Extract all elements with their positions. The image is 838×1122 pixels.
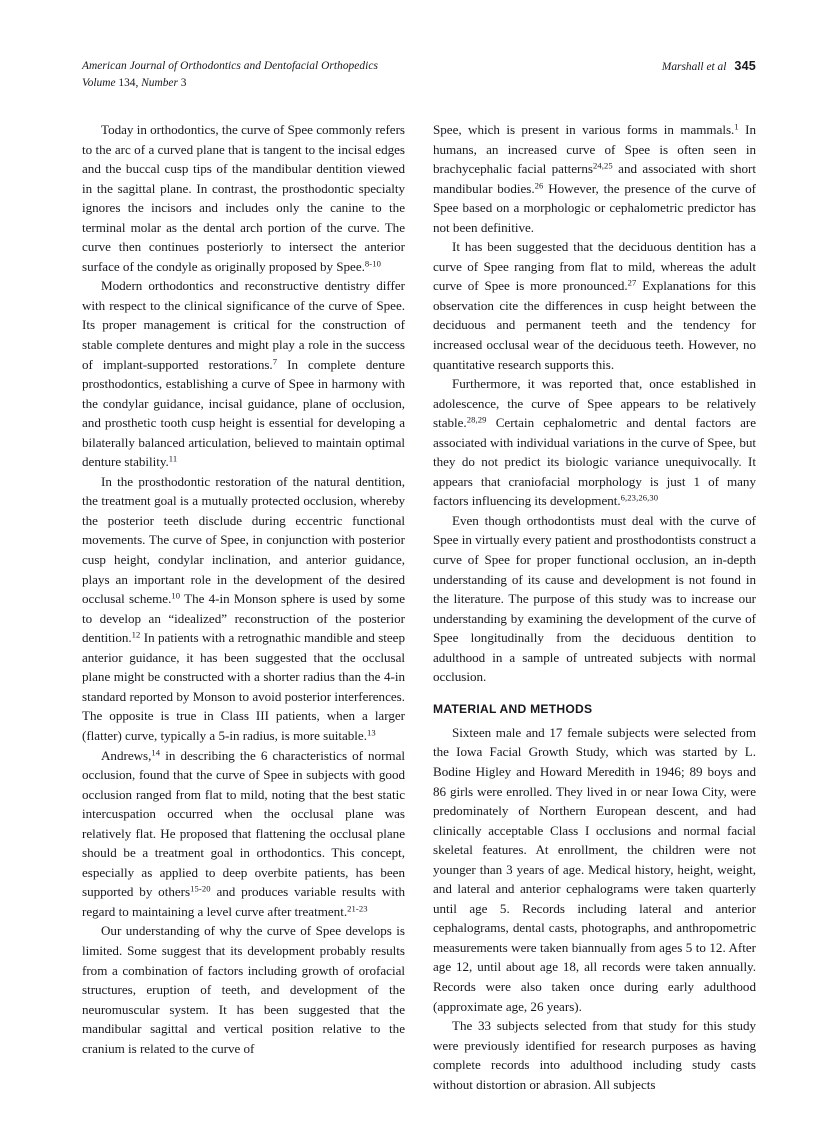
reference-superscript[interactable]: 12 <box>131 629 141 640</box>
reference-superscript[interactable]: 7 <box>272 356 278 367</box>
reference-superscript[interactable]: 8-10 <box>364 258 382 269</box>
reference-superscript[interactable]: 11 <box>168 453 178 464</box>
body-paragraph: Today in orthodontics, the curve of Spee commonly refers to the arc of a curved plane that is tangent to the incisal edges and the buccal cusp tips of the mandibular dentition viewed in the sagittal plane. In contrast, the prosthodontic specialty ignores the incisors and includes only the canine to the terminal molar as the dental arch portion of the curve. The curve then continues posteriorly to intersect the anterior surface of the condyle as originally proposed by Spee.$^{8-10}$ <box>82 122 405 274</box>
volume-number: 134, <box>118 76 139 89</box>
body-paragraph: The 33 subjects selected from that study for this study were previously identified for research purposes as having complete records into adulthood including study casts without distortion or abrasion. All subjects <box>433 1018 756 1092</box>
reference-superscript[interactable]: 24,25 <box>592 160 613 171</box>
journal-title: American Journal of Orthodontics and Dentofacial Orthopedics <box>82 60 378 72</box>
body-paragraph: Spee, which is present in various forms in mammals.$^1$ In humans, an increased curve of Spee is often seen in brachycephalic facial patterns$^{24,25}$ and associated with short mandibular bodies.$^{26}$ However, the presence of the curve of Spee based on a morphologic or cephalometric predictor has not been definitive. <box>433 121 756 235</box>
body-paragraph: Our understanding of why the curve of Spee develops is limited. Some suggest that its development probably results from a combination of factors including growth of orofacial structures, eruption of teeth, and development of the neuromuscular system. It has been suggested that the mandibular sagittal and vertical position relative to the cranium is related to the curve of <box>82 923 405 1056</box>
page-number: 345 <box>734 59 756 73</box>
body-paragraph: It has been suggested that the deciduous dentition has a curve of Spee ranging from flat to mild, whereas the adult curve of Spee is more pronounced.$^{27}$ Explanations for this observation cite the differences in cusp height between the deciduous and permanent teeth and the tendency for increased occlusal wear of the deciduous teeth. However, no quantitative research supports this. <box>433 239 756 372</box>
reference-superscript[interactable]: 27 <box>627 277 637 288</box>
body-paragraph: Sixteen male and 17 female subjects were selected from the Iowa Facial Growth Study, which was started by L. Bodine Higley and Howard Meredith in 1946; 89 boys and 86 girls were enrolled. They lived in or near Iowa City, were predominately of Northern European descent, and had clinically acceptable Class I occlusions and normal facial skeletal features. At enrollment, the children were not younger than 3 years of age. Medical history, height, weight, and lateral and anterior cephalograms were taken quarterly until age 5. Records including lateral and anterior cephalograms, dental casts, photographs, and anthropometric measurements were taken biannually from ages 5 to 12. After age 12, until about age 18, all records were taken annually. Records were also taken once during early adulthood (approximate age, 26 years). <box>433 724 756 1014</box>
reference-superscript[interactable]: 15-20 <box>190 883 211 894</box>
reference-superscript[interactable]: 14 <box>151 747 161 758</box>
number-label: Number <box>141 76 178 89</box>
body-paragraph: In the prosthodontic restoration of the natural dentition, the treatment goal is a mutually protected occlusion, whereby the posterior teeth disclude during eccentric functional movements. The curve of Spee, in conjunction with posterior cusp height, condylar inclination, and anterior guidance, plays an important role in the development of the desired occlusal scheme.$^{10}$ The 4-in Monson sphere is used by some to develop an “idealized” reconstruction of the posterior dentition.$^{12}$ In patients with a retrognathic mandible and steep anterior guidance, it has been suggested that the occlusal plane might be constructed with a shorter radius than the 4-in standard reported by Monson to avoid posterior interferences. The opposite is true in Class III patients, when a larger (flatter) curve, typically a 5-in radius, is more suitable.$^{13}$ <box>82 473 406 743</box>
reference-superscript[interactable]: 13 <box>366 727 376 738</box>
reference-superscript[interactable]: 1 <box>734 121 739 132</box>
reference-superscript[interactable]: 26 <box>534 180 544 191</box>
running-head <box>82 58 756 98</box>
reference-superscript[interactable]: 6,23,26,30 <box>620 492 659 503</box>
reference-superscript[interactable]: 21-23 <box>347 903 368 914</box>
running-head-right <box>662 58 756 76</box>
body-paragraph: Furthermore, it was reported that, once established in adolescence, the curve of Spee appears to be relatively stable.$^{28,29}$ Certain cephalometric and dental factors are associated with individual variations in the curve of Spee, but they do not predict its biologic variance unequivocally. It appears that craniofacial morphology is just 1 of many factors influencing its development.$^{6,23,26,30}$ <box>433 376 756 509</box>
body-paragraph: Modern orthodontics and reconstructive dentistry differ with respect to the clinical significance of the curve of Spee. Its proper management is critical for the construction of stable complete dentures and might play a role in the success of implant-supported restorations.$^7$ In complete denture prosthodontics, establishing a curve of Spee in harmony with the condylar guidance, incisal guidance, plane of occlusion, and prosthetic tooth cusp height is essential for developing a bilaterally balanced articulation, believed to maintain optimal denture stability.$^{11}$ <box>82 278 405 470</box>
section-heading-material-and-methods: MATERIAL AND METHODS <box>433 701 593 716</box>
column-right <box>433 120 756 1094</box>
volume-issue-line <box>82 75 186 92</box>
reference-superscript[interactable]: 10 <box>171 590 181 601</box>
reference-superscript[interactable]: 28,29 <box>466 414 487 425</box>
column-left <box>82 120 405 1058</box>
number-value: 3 <box>180 76 187 89</box>
body-paragraph: Even though orthodontists must deal with the curve of Spee in virtually every patient and prosthodontists construct a curve of Spee for proper functional occlusion, an in-depth understanding of its cause and development is not found in the literature. The purpose of this study was to increase our understanding by examining the development of the curve of Spee longitudinally from the deciduous dentition to adulthood in a sample of untreated subjects with normal occlusion. <box>433 512 756 685</box>
author-citation: Marshall et al <box>661 61 727 73</box>
volume-label: Volume <box>82 76 116 89</box>
body-paragraph: Andrews,$^{14}$ in describing the 6 characteristics of normal occlusion, found that the curve of Spee in subjects with good occlusion ranged from flat to mild, noting that the best static intercuspation occurred when the occlusal plane was relatively flat. He proposed that flattening the occlusal plane should be a treatment goal in orthodontics. This concept, especially as applied to deep overbite patients, has been supported by others$^{15-20}$ and produces variable results with regard to maintaining a level curve after treatment.$^{21-23}$ <box>82 747 405 919</box>
